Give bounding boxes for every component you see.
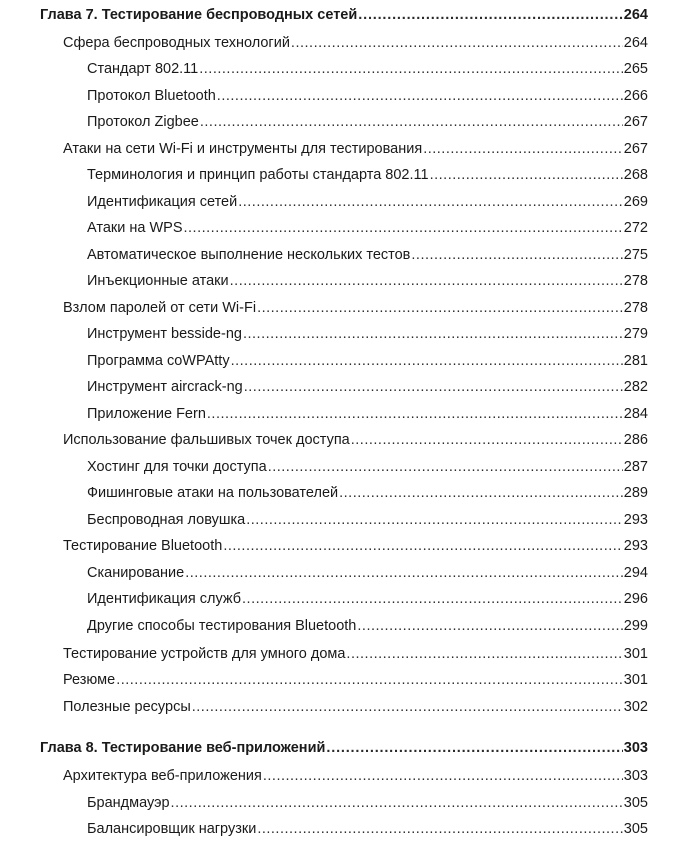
chapter-heading	[40, 739, 648, 757]
dot-leader	[268, 458, 623, 476]
page-number: 278	[623, 300, 648, 316]
page-number: 282	[623, 379, 648, 395]
subsection-entry	[87, 352, 648, 370]
entry-title: Инъекционные атаки	[87, 273, 229, 289]
entry-title: Протокол Bluetooth	[87, 88, 216, 104]
subsection-entry	[87, 193, 648, 211]
page-number: 303	[623, 740, 648, 756]
dot-leader	[217, 87, 623, 105]
page-number: 301	[623, 672, 648, 688]
page-number: 296	[623, 591, 648, 607]
dot-leader	[411, 246, 622, 264]
dot-leader	[351, 431, 623, 449]
subsection-entry	[87, 246, 648, 264]
entry-title: Инструмент aircrack-ng	[87, 379, 243, 395]
entry-title: Терминология и принцип работы стандарта 802.11	[87, 167, 429, 183]
dot-leader	[230, 272, 623, 290]
entry-title: Приложение Fern	[87, 406, 206, 422]
section-entry	[63, 671, 648, 689]
entry-title: Другие способы тестирования Bluetooth	[87, 618, 357, 634]
dot-leader	[257, 299, 623, 317]
dot-leader	[231, 352, 623, 370]
page-number: 281	[623, 353, 648, 369]
dot-leader	[171, 794, 623, 812]
page-number: 272	[623, 220, 648, 236]
dot-leader	[244, 378, 623, 396]
page-number: 264	[623, 7, 648, 23]
page-number: 278	[623, 273, 648, 289]
page-number: 267	[623, 141, 648, 157]
subsection-entry	[87, 325, 648, 343]
section-entry	[63, 537, 648, 555]
page-number: 302	[623, 699, 648, 715]
page-number: 286	[623, 432, 648, 448]
entry-title: Автоматическое выполнение нескольких тестов	[87, 247, 411, 263]
entry-title: Инструмент besside-ng	[87, 326, 242, 342]
entry-title: Атаки на WPS	[87, 220, 183, 236]
entry-title: Атаки на сети Wi-Fi и инструменты для тестирования	[63, 141, 423, 157]
subsection-entry	[87, 378, 648, 396]
entry-title: Тестирование Bluetooth	[63, 538, 223, 554]
subsection-entry	[87, 794, 648, 812]
subsection-entry	[87, 219, 648, 237]
section-entry	[63, 698, 648, 716]
subsection-entry	[87, 458, 648, 476]
dot-leader	[184, 219, 623, 237]
dot-leader	[246, 511, 623, 529]
dot-leader	[199, 60, 623, 78]
entry-title: Балансировщик нагрузки	[87, 821, 257, 837]
dot-leader	[339, 484, 623, 502]
entry-title: Взлом паролей от сети Wi-Fi	[63, 300, 257, 316]
page-number: 299	[623, 618, 648, 634]
subsection-entry	[87, 617, 648, 635]
entry-title: Программа coWPAtty	[87, 353, 230, 369]
page-number: 275	[623, 247, 648, 263]
dot-leader	[185, 564, 623, 582]
entry-title: Архитектура веб-приложения	[63, 768, 262, 784]
chapter-heading	[40, 6, 648, 24]
subsection-entry	[87, 511, 648, 529]
section-entry	[63, 140, 648, 158]
page-number: 284	[623, 406, 648, 422]
dot-leader	[207, 405, 623, 423]
dot-leader	[358, 6, 623, 24]
page-number: 303	[623, 768, 648, 784]
entry-title: Беспроводная ловушка	[87, 512, 246, 528]
section-entry	[63, 299, 648, 317]
subsection-entry	[87, 60, 648, 78]
dot-leader	[291, 34, 623, 52]
page-number: 301	[623, 646, 648, 662]
section-entry	[63, 431, 648, 449]
subsection-entry	[87, 484, 648, 502]
entry-title: Глава 7. Тестирование беспроводных сетей	[40, 7, 358, 23]
page-number: 266	[623, 88, 648, 104]
entry-title: Глава 8. Тестирование веб-приложений	[40, 740, 326, 756]
page-number: 305	[623, 821, 648, 837]
subsection-entry	[87, 820, 648, 838]
entry-title: Сфера беспроводных технологий	[63, 35, 290, 51]
entry-title: Полезные ресурсы	[63, 699, 191, 715]
subsection-entry	[87, 87, 648, 105]
entry-title: Сканирование	[87, 565, 185, 581]
dot-leader	[223, 537, 622, 555]
section-entry	[63, 767, 648, 785]
entry-title: Брандмауэр	[87, 795, 170, 811]
dot-leader	[242, 590, 623, 608]
dot-leader	[200, 113, 623, 131]
section-entry	[63, 34, 648, 52]
entry-title: Идентификация служб	[87, 591, 242, 607]
dot-leader	[116, 671, 623, 689]
page-number: 267	[623, 114, 648, 130]
section-entry	[63, 645, 648, 663]
dot-leader	[192, 698, 623, 716]
dot-leader	[423, 140, 623, 158]
entry-title: Идентификация сетей	[87, 194, 238, 210]
page-number: 289	[623, 485, 648, 501]
dot-leader	[238, 193, 623, 211]
entry-title: Протокол Zigbee	[87, 114, 199, 130]
page-number: 293	[623, 538, 648, 554]
subsection-entry	[87, 272, 648, 290]
entry-title: Фишинговые атаки на пользователей	[87, 485, 339, 501]
page-number: 268	[623, 167, 648, 183]
subsection-entry	[87, 166, 648, 184]
subsection-entry	[87, 405, 648, 423]
dot-leader	[257, 820, 622, 838]
subsection-entry	[87, 564, 648, 582]
dot-leader	[357, 617, 622, 635]
subsection-entry	[87, 113, 648, 131]
page-number: 305	[623, 795, 648, 811]
page-number: 264	[623, 35, 648, 51]
page-number: 294	[623, 565, 648, 581]
entry-title: Стандарт 802.11	[87, 61, 199, 77]
entry-title: Тестирование устройств для умного дома	[63, 646, 346, 662]
entry-title: Хостинг для точки доступа	[87, 459, 267, 475]
page-number: 287	[623, 459, 648, 475]
subsection-entry	[87, 590, 648, 608]
dot-leader	[346, 645, 622, 663]
page-number: 279	[623, 326, 648, 342]
dot-leader	[430, 166, 623, 184]
entry-title: Использование фальшивых точек доступа	[63, 432, 350, 448]
dot-leader	[263, 767, 623, 785]
dot-leader	[326, 739, 622, 757]
page-number: 265	[623, 61, 648, 77]
page-number: 269	[623, 194, 648, 210]
page-number: 293	[623, 512, 648, 528]
entry-title: Резюме	[63, 672, 116, 688]
dot-leader	[243, 325, 623, 343]
